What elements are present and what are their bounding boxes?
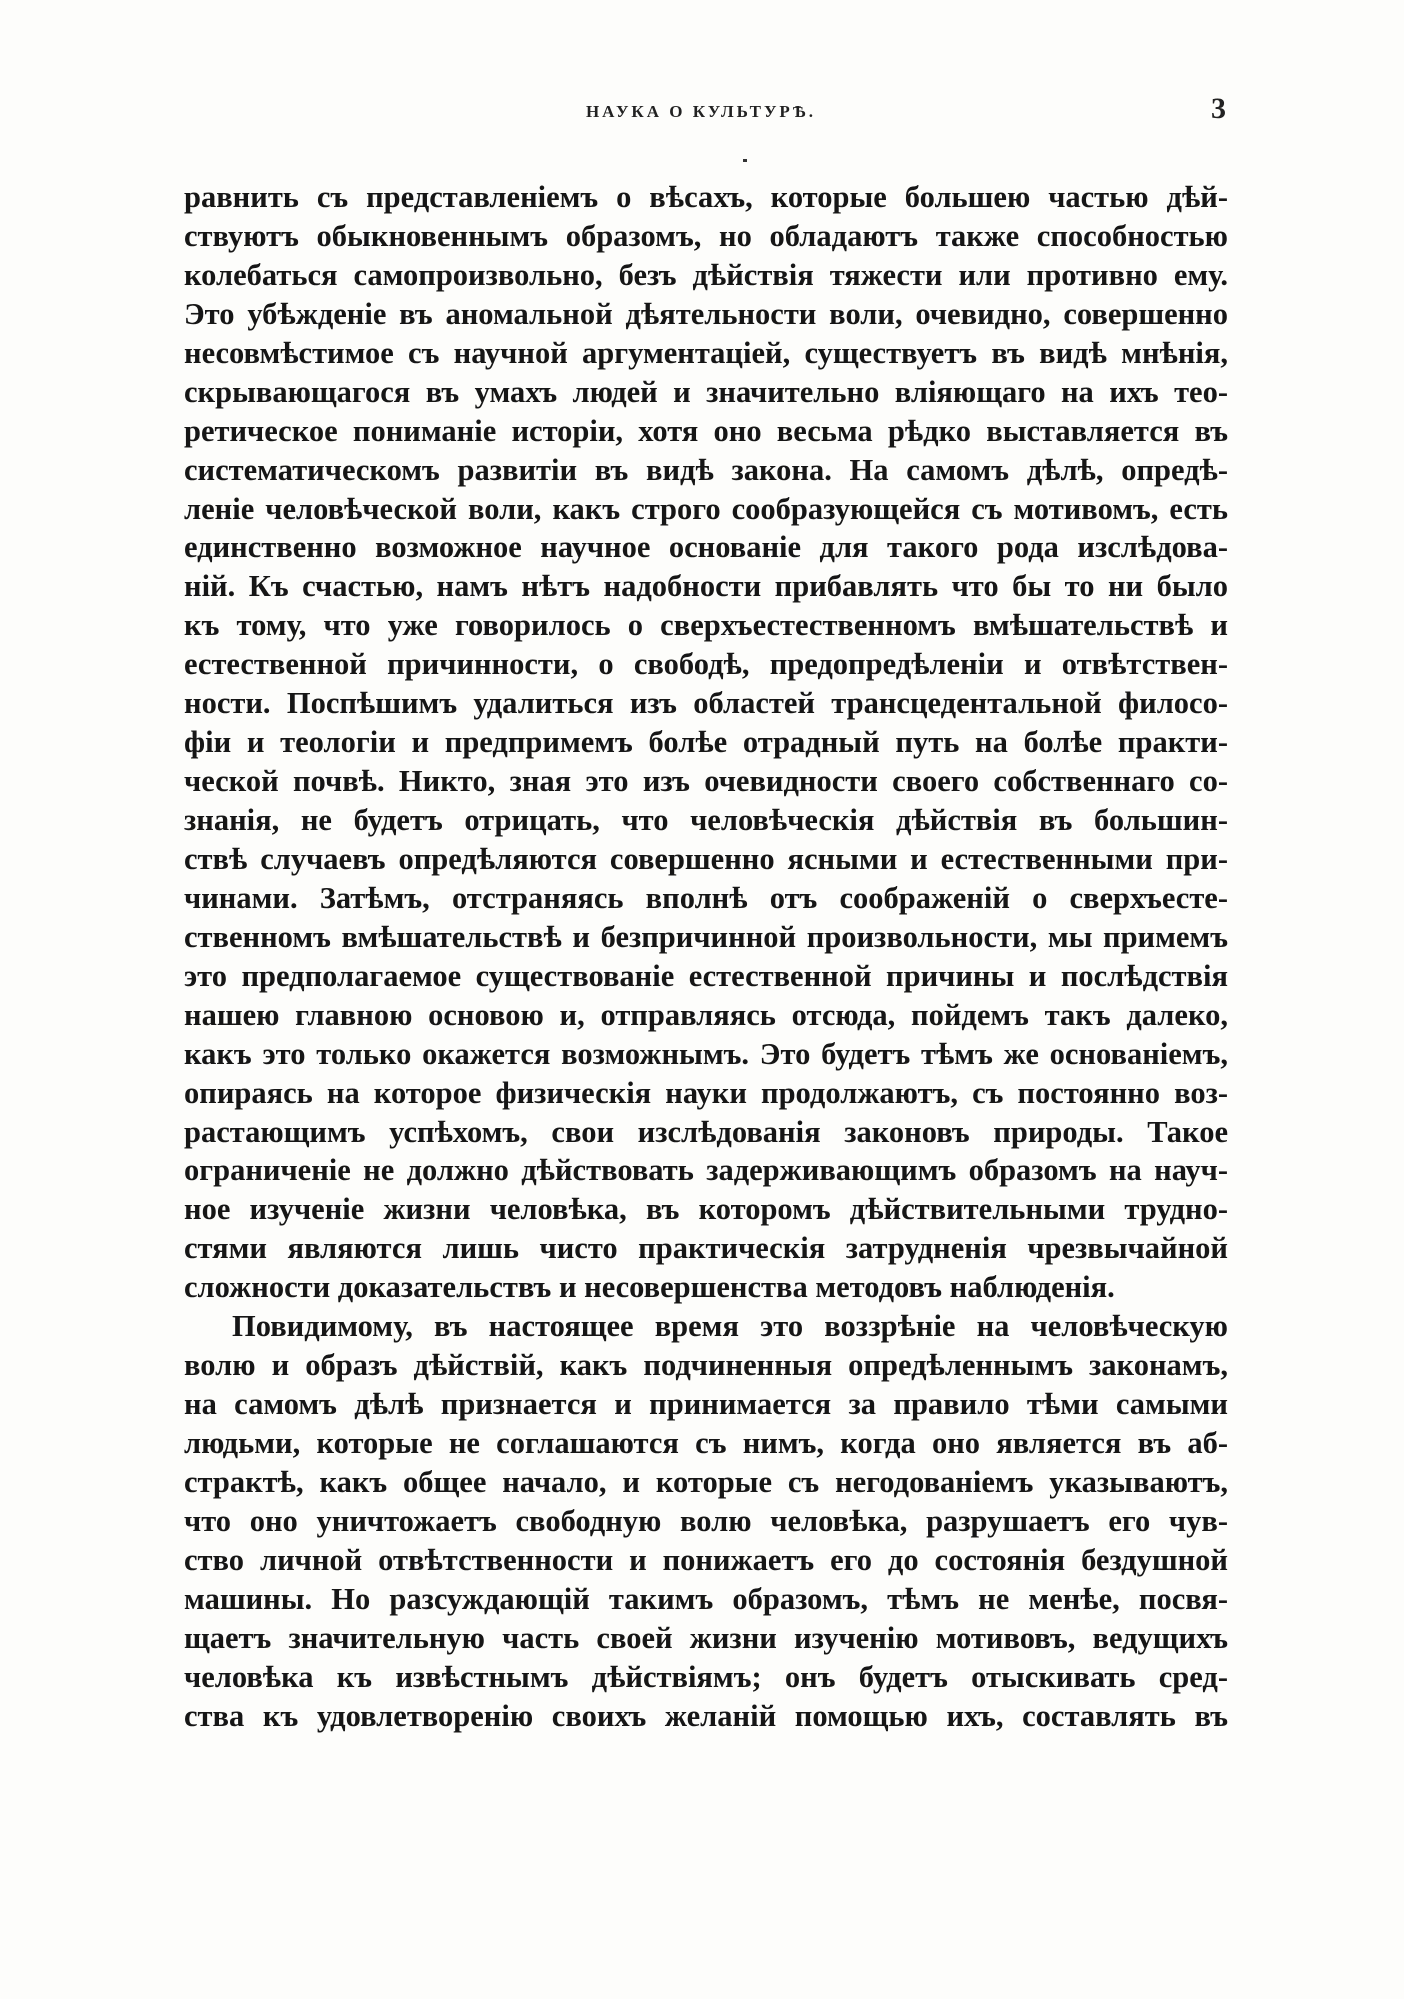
text-line: сложности доказательствъ и несовершенства методовъ наблюденія. [184, 1270, 1115, 1305]
text-line: естественной причинности, о свободѣ, предопредѣленіи и отвѣтствен- [184, 647, 1228, 682]
text-line: равнить съ представленіемъ о вѣсахъ, которые большею частью дѣй- [184, 180, 1228, 214]
text-line: ное изученіе жизни человѣка, въ которомъ дѣйствительными трудно- [184, 1192, 1228, 1227]
text-line: ческой почвѣ. Никто, зная это изъ очевидности своего собственнаго со- [184, 764, 1228, 799]
text-line: ретическое пониманіе исторіи, хотя оно весьма рѣдко выставляется въ [184, 413, 1228, 448]
text-line: несовмѣстимое съ научной аргументаціей, существуетъ въ видѣ мнѣнія, [184, 335, 1228, 370]
text-line: Это убѣжденіе въ аномальной дѣятельности воли, очевидно, совершенно [184, 296, 1228, 331]
text-line: на самомъ дѣлѣ признается и принимается за правило тѣми самыми [184, 1387, 1228, 1422]
text-line: ства къ удовлетворенію своихъ желаній помощью ихъ, составлять въ [184, 1698, 1228, 1733]
text-line: колебаться самопроизвольно, безъ дѣйствія тяжести или противно ему. [184, 257, 1228, 292]
text-line: какъ это только окажется возможнымъ. Это будетъ тѣмъ же основаніемъ, [184, 1036, 1228, 1071]
text-line: нашею главною основою и, отправляясь отсюда, пойдемъ такъ далеко, [184, 997, 1228, 1032]
running-title: НАУКА О КУЛЬТУРѢ. [585, 102, 817, 121]
text-line: волю и образъ дѣйствій, какъ подчиненныя опредѣленнымъ законамъ, [184, 1348, 1228, 1383]
text-line: страктѣ, какъ общее начало, и которые съ негодованіемъ указываютъ, [184, 1464, 1228, 1499]
text-line: опираясь на которое физическія науки продолжаютъ, съ постоянно воз- [184, 1075, 1228, 1110]
text-line: ности. Поспѣшимъ удалиться изъ областей трансцедентальной филосо- [184, 686, 1228, 721]
text-line: щаетъ значительную часть своей жизни изученію мотивовъ, ведущихъ [184, 1620, 1228, 1655]
ink-speck [743, 159, 747, 162]
text-line: фіи и теологіи и предпримемъ болѣе отрадный путь на болѣе практи- [184, 725, 1228, 760]
text-line: растающимъ успѣхомъ, свои изслѣдованія законовъ природы. Такое [184, 1114, 1228, 1149]
running-header [176, 92, 1226, 132]
text-line: ствѣ случаевъ опредѣляются совершенно ясными и естественными при- [184, 841, 1228, 876]
text-line: систематическомъ развитіи въ видѣ закона. На самомъ дѣлѣ, опредѣ- [184, 452, 1228, 487]
paragraph [184, 178, 1228, 1307]
text-line: знанія, не будетъ отрицать, что человѣческія дѣйствія въ большин- [184, 803, 1228, 837]
text-line: ство личной отвѣтственности и понижаетъ его до состоянія бездушной [184, 1542, 1228, 1577]
text-line: это предполагаемое существованіе естественной причины и послѣдствія [184, 958, 1228, 993]
text-line: машины. Но разсуждающій такимъ образомъ, тѣмъ не менѣе, посвя- [184, 1581, 1228, 1616]
text-line: ствуютъ обыкновеннымъ образомъ, но обладаютъ также способностью [184, 218, 1228, 253]
text-line: ограниченіе не должно дѣйствовать задерживающимъ образомъ на науч- [184, 1153, 1228, 1188]
page-number: 3 [1211, 92, 1226, 125]
text-line: людьми, которые не соглашаются съ нимъ, когда оно является въ аб- [184, 1426, 1228, 1460]
text-line: стями являются лишь чисто практическія затрудненія чрезвычайной [184, 1231, 1228, 1266]
text-line: Повидимому, въ настоящее время это воззрѣніе на человѣческую [232, 1309, 1228, 1344]
text-line: леніе человѣческой воли, какъ строго сообразующейся съ мотивомъ, есть [184, 491, 1228, 526]
text-line: скрывающагося въ умахъ людей и значительно вліяющаго на ихъ тео- [184, 374, 1228, 409]
body-text [184, 178, 1228, 1736]
text-line: ственномъ вмѣшательствѣ и безпричинной произвольности, мы примемъ [184, 919, 1228, 954]
text-line: къ тому, что уже говорилось о сверхъестественномъ вмѣшательствѣ и [184, 608, 1228, 643]
paragraph [184, 1307, 1228, 1735]
text-line: чинами. Затѣмъ, отстраняясь вполнѣ отъ соображеній о сверхъесте- [184, 880, 1228, 915]
text-line: что оно уничтожаетъ свободную волю человѣка, разрушаетъ его чув- [184, 1503, 1228, 1538]
text-line: единственно возможное научное основаніе для такого рода изслѣдова- [184, 530, 1228, 565]
text-line: ній. Къ счастью, намъ нѣтъ надобности прибавлять что бы то ни было [184, 569, 1228, 604]
text-line: человѣка къ извѣстнымъ дѣйствіямъ; онъ будетъ отыскивать сред- [184, 1659, 1228, 1694]
